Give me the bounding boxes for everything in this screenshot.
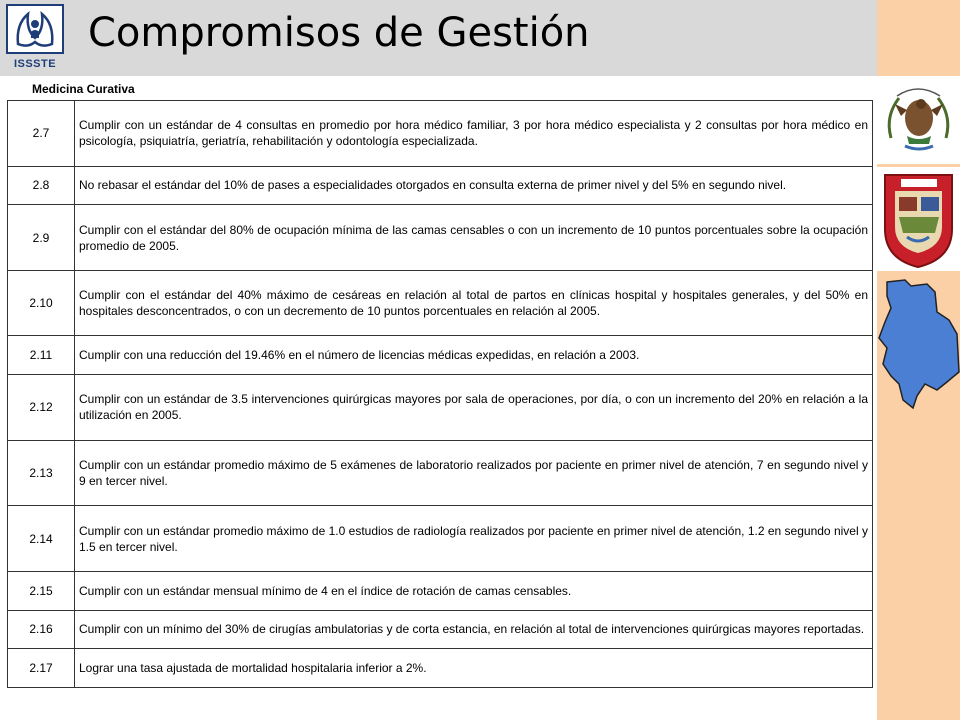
item-description: No rebasar el estándar del 10% de pases a especialidades otorgados en consulta externa de primer nivel y del 5% en segundo nivel. — [75, 166, 873, 205]
table-row — [8, 205, 873, 271]
header-bar — [0, 0, 877, 76]
item-number: 2.17 — [8, 649, 75, 688]
item-description: Cumplir con el estándar del 80% de ocupación mínima de las camas censables o con un incremento de 10 puntos porcentuales sobre la ocupación promedio de 2005. — [75, 205, 873, 271]
item-number: 2.12 — [8, 375, 75, 441]
page-title: Compromisos de Gestión — [88, 10, 590, 56]
item-description: Cumplir con el estándar del 40% máximo de cesáreas en relación al total de partos en clínicas hospital y hospitales generales, y del 50% en hospitales desconcentrados, o con un decremento de 10 puntos porcentuales en relación al 2005. — [75, 270, 873, 336]
table-row — [8, 336, 873, 375]
table-row — [8, 610, 873, 649]
table-row — [8, 375, 873, 441]
item-description: Lograr una tasa ajustada de mortalidad hospitalaria inferior a 2%. — [75, 649, 873, 688]
item-number: 2.7 — [8, 101, 75, 167]
item-description: Cumplir con un estándar promedio máximo de 1.0 estudios de radiología realizados por paciente en primer nivel de atención, 1.2 en segundo nivel y 1.5 en tercer nivel. — [75, 506, 873, 572]
item-number: 2.11 — [8, 336, 75, 375]
issste-emblem-icon — [6, 4, 64, 54]
item-description: Cumplir con un mínimo del 30% de cirugías ambulatorias y de corta estancia, en relación al total de intervenciones quirúrgicas mayores reportadas. — [75, 610, 873, 649]
item-number: 2.14 — [8, 506, 75, 572]
table-row — [8, 440, 873, 506]
item-number: 2.16 — [8, 610, 75, 649]
table-row — [8, 649, 873, 688]
chihuahua-coat-of-arms-icon — [877, 167, 960, 271]
mexico-coat-of-arms-icon — [877, 76, 960, 164]
chihuahua-state-map — [877, 272, 960, 412]
table-row — [8, 166, 873, 205]
table-row — [8, 101, 873, 167]
chihuahua-coat-of-arms-panel — [877, 167, 960, 271]
item-description: Cumplir con un estándar mensual mínimo de 4 en el índice de rotación de camas censables. — [75, 571, 873, 610]
item-description: Cumplir con una reducción del 19.46% en el número de licencias médicas expedidas, en relación a 2003. — [75, 336, 873, 375]
item-number: 2.13 — [8, 440, 75, 506]
item-number: 2.9 — [8, 205, 75, 271]
mexico-coat-of-arms-panel — [877, 76, 960, 164]
item-description: Cumplir con un estándar de 4 consultas en promedio por hora médico familiar, 3 por hora médico especialista y 2 consultas por hora médico en psicología, psiquiatría, geriatría, rehabilitación y odontología especializada. — [75, 101, 873, 167]
item-number: 2.15 — [8, 571, 75, 610]
table-row — [8, 506, 873, 572]
table-row — [8, 571, 873, 610]
item-description: Cumplir con un estándar promedio máximo de 5 exámenes de laboratorio realizados por paciente en primer nivel de atención, 7 en segundo nivel y 9 en tercer nivel. — [75, 440, 873, 506]
commitments-table — [7, 100, 873, 688]
section-label: Medicina Curativa — [32, 82, 135, 96]
issste-logo — [6, 4, 64, 70]
item-number: 2.10 — [8, 270, 75, 336]
item-description: Cumplir con un estándar de 3.5 intervenciones quirúrgicas mayores por sala de operaciones, por día, o con un incremento del 20% en relación a la utilización en 2005. — [75, 375, 873, 441]
logo-text: ISSSTE — [13, 58, 57, 70]
item-number: 2.8 — [8, 166, 75, 205]
table-row — [8, 270, 873, 336]
